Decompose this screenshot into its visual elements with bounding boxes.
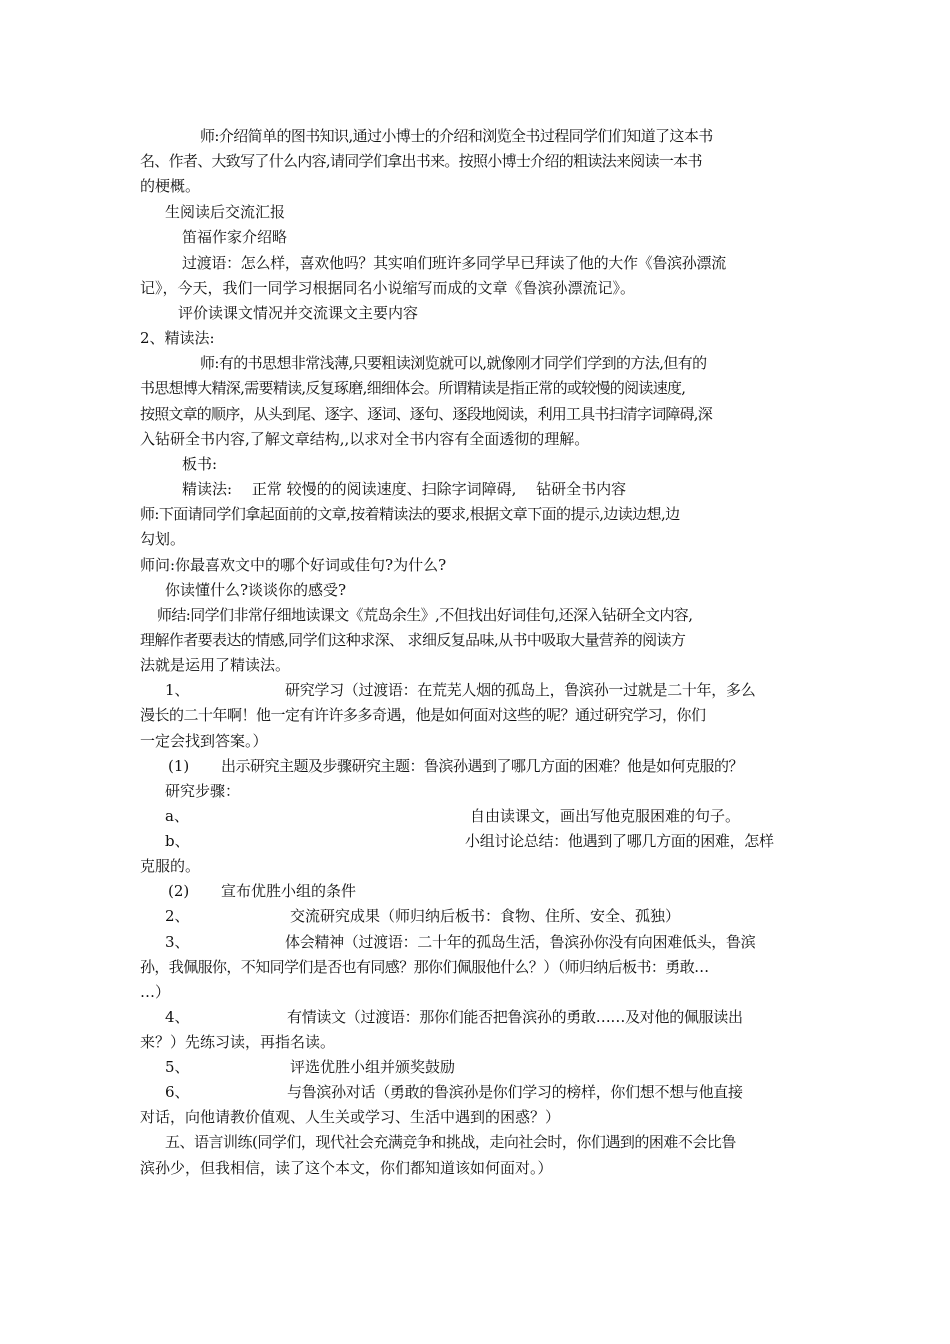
text-line: 克服的。 — [140, 857, 201, 875]
list-number: (1) — [168, 757, 190, 775]
text-line: 来？）先练习读，再指名读。 — [140, 1033, 336, 1051]
text-line: 滨孙少，但我相信，读了这个本文，你们都知道该如何面对。） — [140, 1159, 553, 1177]
text-line: 师问:你最喜欢文中的哪个好词或佳句?为什么? — [140, 556, 447, 574]
text-line: 小组讨论总结：他遇到了哪几方面的困难，怎样 — [465, 832, 774, 850]
text-line: 你读懂什么?谈谈你的感受? — [165, 581, 347, 599]
text-line: 勾划。 — [140, 530, 186, 548]
text-line: 生阅读后交流汇报 — [165, 203, 286, 221]
list-number: 5、 — [165, 1058, 190, 1076]
text-line: 笛福作家介绍略 — [182, 228, 288, 246]
text-line: 入钻研全书内容,了解文章结构,,以求对全书内容有全面透彻的理解。 — [140, 430, 590, 448]
text-line: 研究学习（过渡语：在荒芜人烟的孤岛上，鲁滨孙一过就是二十年，多么 — [285, 681, 756, 699]
section-heading: 2、精读法: — [140, 329, 215, 347]
text-line: 法就是运用了精读法。 — [140, 656, 291, 674]
text-line: 有情读文（过渡语：那你们能否把鲁滨孙的勇敢……及对他的佩服读出 — [287, 1008, 743, 1026]
text-line: 一定会找到答案。） — [140, 732, 268, 750]
text-line: 理解作者要表达的情感,同学们这种求深、 求细反复品味,从书中吸取大量营养的阅读方 — [140, 631, 686, 649]
text-line: …） — [140, 983, 171, 1001]
text-line: 评选优胜小组并颁奖鼓励 — [290, 1058, 456, 1076]
text-line: 的梗概。 — [140, 177, 201, 195]
list-number: 1、 — [165, 681, 190, 699]
text-line: 师:下面请同学们拿起面前的文章,按着精读法的要求,根据文章下面的提示,边读边想,边 — [140, 505, 680, 523]
list-number: 4、 — [165, 1008, 190, 1026]
text-line: 漫长的二十年啊！他一定有许许多多奇遇，他是如何面对这些的呢？通过研究学习，你们 — [140, 706, 706, 724]
text-line: 过渡语：怎么样，喜欢他吗？其实咱们班许多同学早已拜读了他的大作《鲁滨孙漂流 — [182, 254, 726, 272]
list-letter: a、 — [165, 807, 189, 825]
text-line: 对话，向他请教价值观、人生关或学习、生活中遇到的困惑？） — [140, 1108, 561, 1126]
text-line: 按照文章的顺序，从头到尾、逐字、逐词、逐句、逐段地阅读，利用工具书扫清字词障碍,深 — [140, 405, 712, 423]
text-line: 孙，我佩服你，不知同学们是否也有同感？那你们佩服他什么？）（师归纳后板书：勇敢… — [140, 958, 709, 976]
text-line: 体会精神（过渡语：二十年的孤岛生活，鲁滨孙你没有向困难低头，鲁滨 — [285, 933, 756, 951]
text-line: 自由读课文，画出写他克服困难的句子。 — [470, 807, 741, 825]
text-line: 名、作者、大致写了什么内容,请同学们拿出书来。按照小博士介绍的粗读法来阅读一本书 — [140, 152, 702, 170]
list-number: 2、 — [165, 907, 190, 925]
text-line: 师:介绍简单的图书知识,通过小博士的介绍和浏览全书过程同学们们知道了这本书 — [200, 127, 713, 145]
text-line: 出示研究主题及步骤研究主题：鲁滨孙遇到了哪几方面的困难？他是如何克服的？ — [221, 757, 744, 775]
text-line: 宣布优胜小组的条件 — [221, 882, 357, 900]
text-line: 研究步骤： — [165, 782, 241, 800]
text-line: 师:有的书思想非常浅薄,只要粗读浏览就可以,就像刚才同学们学到的方法,但有的 — [200, 354, 707, 372]
list-number: 3、 — [165, 933, 190, 951]
text-line: 精读法: 正常 较慢的的阅读速度、扫除字词障碍, 钻研全书内容 — [182, 480, 627, 498]
text-line: 五、语言训练(同学们，现代社会充满竞争和挑战，走向社会时，你们遇到的困难不会比鲁 — [165, 1133, 736, 1151]
text-line: 书思想博大精深,需要精读,反复琢磨,细细体会。所谓精读是指正常的或较慢的阅读速度, — [140, 379, 686, 397]
text-line: 评价读课文情况并交流课文主要内容 — [178, 304, 419, 322]
text-line: 交流研究成果（师归纳后板书：食物、住所、安全、孤独） — [290, 907, 681, 925]
list-number: (2) — [168, 882, 190, 900]
text-line: 板书: — [182, 455, 218, 473]
text-line: 师结:同学们非常仔细地读课文《荒岛余生》,不但找出好词佳句,还深入钻研全文内容, — [157, 606, 693, 624]
list-letter: b、 — [165, 832, 190, 850]
list-number: 6、 — [165, 1083, 190, 1101]
text-line: 记》，今天，我们一同学习根据同名小说缩写而成的文章《鲁滨孙漂流记》。 — [140, 279, 636, 297]
text-line: 与鲁滨孙对话（勇敢的鲁滨孙是你们学习的榜样，你们想不想与他直接 — [287, 1083, 743, 1101]
